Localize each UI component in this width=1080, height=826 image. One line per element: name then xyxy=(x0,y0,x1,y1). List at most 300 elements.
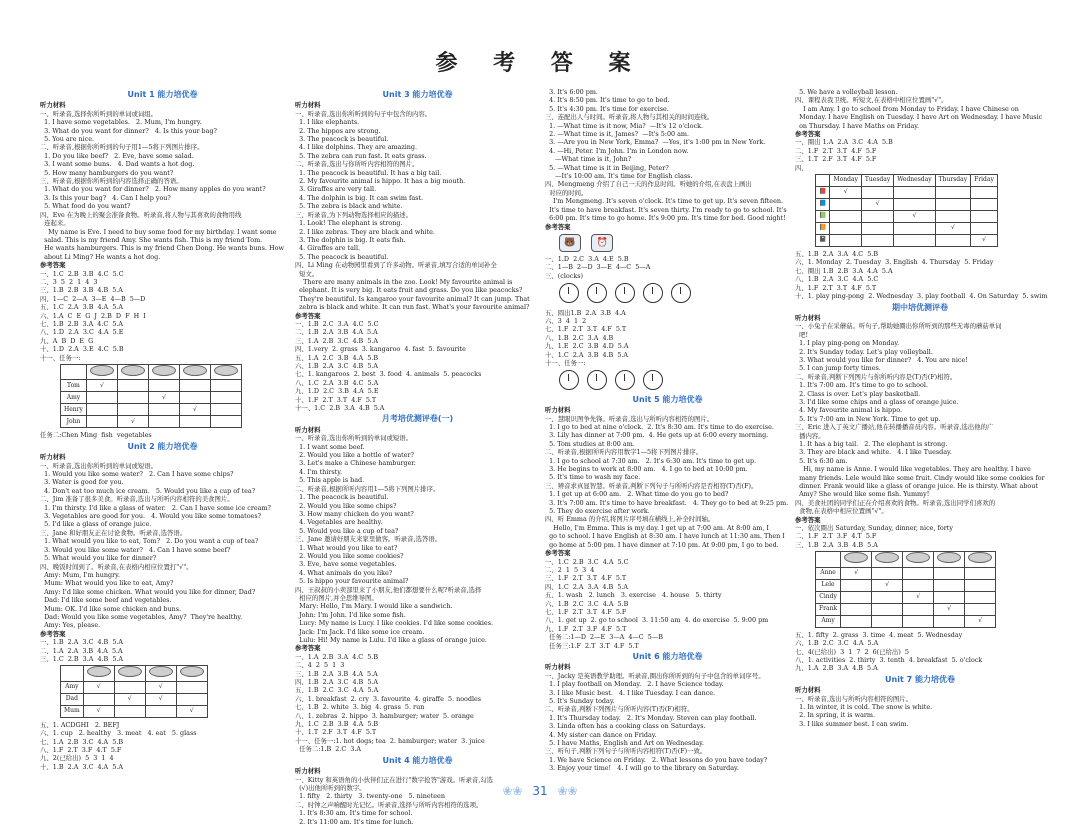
text-line: 2. Would you like a bottle of water? xyxy=(295,451,414,460)
text-line: 六、1. cup 2. healthy 3. meat 4. eat 5. glass xyxy=(40,729,197,738)
text-line: 二、1.B 2.A 3.B 4.A 5.A xyxy=(295,328,378,337)
text-line: 2. The hippos are strong. xyxy=(295,126,381,135)
text-line: 五、1. ACDGHI 2. BEFJ xyxy=(40,720,120,729)
text-line: 四、 xyxy=(795,163,808,172)
text-line: 三、1.A 2.B 3.C 4.B 5.A xyxy=(295,336,379,345)
text-line: about Li Ming? He wants a hot dog. xyxy=(40,252,161,261)
clock-answer-row-2 xyxy=(559,370,790,392)
text-line: salad. This is my friend Amy. She wants fish. This is my friend Tom. xyxy=(40,235,263,244)
text-line: 4. —Hi, Peter. I'm John. I'm in London now. xyxy=(545,146,689,155)
book-icon: 📓 xyxy=(819,236,827,244)
text-line: 3. Lily has dinner at 7:00 pm. 4. He gets up at 6:00 every morning. xyxy=(545,431,769,440)
food-hamburger-icon xyxy=(152,365,176,376)
text-line: zebra is black and white. It can run fast. What's your favourite animal? xyxy=(295,303,530,312)
clock-icon xyxy=(671,283,691,303)
col1-dinner-table: Amy √ √ Dad √ √ Mum √ √ xyxy=(60,665,208,717)
text-line: 3. Enjoy your time! 4. I will go to the library on Saturday. xyxy=(545,764,739,773)
text-line: 六、1.B 2.C 3.C 4.A 5.B xyxy=(545,599,629,608)
col3-text-block-2 xyxy=(545,406,790,650)
book-icon: 📙 xyxy=(819,224,827,232)
text-line: 五、1.A 2.C 3.B 4.A 5.B xyxy=(295,353,379,362)
table-row-label: Dad xyxy=(61,693,84,705)
text-line: go home at 5:00 pm. I have dinner at 7:10 pm. At 9:00 pm, I go to bed. xyxy=(545,540,779,549)
text-line: 十、1. play ping-pong 2. Wednesday 3. play football 4. On Saturday 5. swim xyxy=(795,292,1048,301)
text-line: 八、1.B 2.C 3.A 4.B xyxy=(545,333,614,342)
text-line: 一、听录音,选出你所听到的单词或短语。 xyxy=(295,434,413,443)
text-line: go to school. I have English at 8:30 am. I have lunch at 11:30 am. Then I xyxy=(545,532,785,541)
text-line: 一、1.A 2.B 3.A 4.C 5.B xyxy=(295,652,379,661)
table-row-label: Amy xyxy=(816,615,841,627)
page-footer xyxy=(0,784,1080,801)
text-line: Dad: Would you like some vegetables, Amy? They're healthy. xyxy=(40,612,243,621)
clock-icon xyxy=(587,283,607,303)
text-line: 七、圈出 1.B 2.B 3.A 4.A 5.A xyxy=(795,266,893,275)
text-line: 3. What do you want for dinner? 4. Is this your bag? xyxy=(40,126,217,135)
book-icon: 📗 xyxy=(819,212,827,220)
text-line: My name is Eve. I need to buy some food for my birthday. I want some xyxy=(40,227,277,236)
text-line: 短文。 xyxy=(295,269,319,278)
text-line: 一、1.D 2.C 3.A 4.E 5.B xyxy=(545,254,629,263)
clock-icon xyxy=(643,370,663,390)
text-line: 参考答案 xyxy=(545,549,571,558)
clock-answer-row xyxy=(559,283,790,305)
col1-text-block-3 xyxy=(40,721,285,771)
unit4-title: Unit 4 能力培优卷 xyxy=(382,755,453,765)
unit3-title: Unit 3 能力培优卷 xyxy=(382,90,453,99)
text-line: 九、1.A 2.B 3.A 4.B 5.A xyxy=(795,664,878,673)
unit7-title: Unit 7 能力培优卷 xyxy=(885,674,955,684)
text-line: 二、听录音,根据所听内容用数字1—5将下列图片排序。 xyxy=(545,448,703,457)
table-row-label: Frank xyxy=(816,603,841,615)
text-line: 二、1.F 2.T 3.F 4.T 5.F xyxy=(795,532,877,541)
text-line: 听力材料 xyxy=(295,101,321,110)
text-line: 吧! xyxy=(795,330,809,339)
col4-text-block-3 xyxy=(795,631,1045,673)
text-line: Lulu: Hi! My name is Lulu. I'd like a glass of orange juice. xyxy=(295,636,487,644)
text-line: 2. In spring, it is warm. xyxy=(795,711,876,720)
col4-text-block-b xyxy=(795,250,1048,301)
text-line: I'm Mengmeng. It's seven o'clock. It's time to get up. It's seven fifteen. xyxy=(545,197,783,206)
food-fruit-icon xyxy=(875,552,899,563)
text-line: 3. I want some buns. 4. Dad wants a hot dog. xyxy=(40,160,195,169)
text-line: 1. What would you like to eat? xyxy=(295,543,398,552)
table-row-label: Amy xyxy=(61,681,84,693)
text-line: 1. —What time is it now, Mia? —It's 12 o'clock. xyxy=(545,121,704,130)
table-row-label: Cindy xyxy=(816,591,841,603)
text-line: 十、1.F 2.T 3.T 4.F 5.T xyxy=(295,395,377,404)
page-title: 参 考 答 案 xyxy=(435,51,645,76)
text-line: 3. —Are you in New York, Emma? —Yes, it's 1:00 pm in New York. xyxy=(545,138,766,147)
text-line: 四、Mengmeng 介绍了自己一天的作息时间。听她的介绍,在表盘上画出 xyxy=(545,180,752,189)
bear-icon: 🐻 xyxy=(559,234,581,252)
footer-decoration-icon: ❀❀ xyxy=(557,784,578,798)
col1-task-text xyxy=(40,431,285,439)
food-cookies-icon xyxy=(906,552,930,563)
text-line: 3. They are black and white. 4. I like Tuesday. xyxy=(795,448,952,457)
text-line: 1. What do you want for dinner? 2. How many apples do you want? xyxy=(40,185,266,194)
clock-icon xyxy=(587,370,607,390)
text-line: 1. Do you like beef? 2. Eve, have some salad. xyxy=(40,151,194,160)
text-line: 八、1.B 2.A 3.C 4.A 5.C xyxy=(795,275,879,284)
text-line: 5. It's 7:00 am in New York. Time to get up. xyxy=(795,414,941,423)
text-line: 六、1. Monday 2. Tuesday 3. English 4. Thursday 5. Friday xyxy=(795,258,994,267)
text-line: 二、听录音,根据所听内容用1—5将下列图片排序。 xyxy=(295,484,440,493)
text-line: 四、1.C 2.A 3.A 4.B 5.A xyxy=(545,582,628,591)
text-line: 二、2 1 5 3 4 xyxy=(545,565,595,574)
col4-text-block-4 xyxy=(795,686,1045,728)
text-line: 3. Eve, have some vegetables. xyxy=(295,560,397,569)
text-line: 1. In winter, it is cold. The snow is white. xyxy=(795,702,933,711)
text-line: 5. What would you like for dinner? xyxy=(40,554,157,563)
column-3 xyxy=(545,88,790,778)
text-line: 1. I have some vegetables. 2. Mum, I'm hungry. xyxy=(40,118,202,127)
text-line: 九、1.E 2.C 3.B 4.D 5.A xyxy=(545,342,629,351)
text-line: 听力材料 xyxy=(295,425,321,434)
text-line: 八、1.C 2.A 3.B 4.C 5.A xyxy=(295,378,379,387)
col3-text-block-3 xyxy=(545,663,790,772)
text-line: 四、1—C 2—A 3—E 4—B 5—D xyxy=(40,294,146,303)
text-line: 5. Would you like a cup of tea? xyxy=(295,526,399,535)
text-line: many friends. Lele would like some fruit. Cindy would like some cookies for xyxy=(795,473,1045,482)
text-line: 2. Would you like some cookies? xyxy=(295,551,404,560)
text-line: 3. I like summer best. I can swim. xyxy=(795,719,909,728)
text-line: 三、Jane 邀请好朋友来家里做客。听录音,选答语。 xyxy=(295,535,442,544)
text-line: 三、Jane 和好朋友正在讨论食物。听录音,选答语。 xyxy=(40,528,187,537)
text-line: 5. What food do you want? xyxy=(40,202,131,211)
text-line: 听力材料 xyxy=(295,767,321,776)
text-line: 听力材料 xyxy=(545,406,571,415)
text-line: 5. The zebra can run fast. It eats grass. xyxy=(295,151,427,160)
text-line: 2. It's Sunday today. Let's play volleyball. xyxy=(795,347,933,356)
text-line: 三、1.C 2.B 3.A 4.B 5.A xyxy=(40,654,124,663)
text-line: Amy: Yes, please. xyxy=(40,621,101,630)
text-line: 1. The peacock is beautiful. It has a big tail. xyxy=(295,168,442,177)
text-line: 七、4(已给出) 3 1 7 2 6(已给出) 5 xyxy=(795,647,909,656)
text-line: 七、1.B 2.B 3.A 4.C 5.A xyxy=(40,319,124,328)
text-line: —What time is it, John? xyxy=(545,155,632,164)
text-line: 六、1. breakfast 2. cry 3. favourite 4. giraffe 5. noodles xyxy=(295,694,482,703)
text-line: 4. What animals do you like? xyxy=(295,568,393,577)
text-line: 2. —What time is it, James? —It's 5:00 am. xyxy=(545,130,690,139)
text-line: 1. fifty 2. thirty 3. twenty-one 5. nineteen xyxy=(295,792,445,801)
text-line: 5. I'd like a glass of orange juice. xyxy=(40,520,152,529)
text-line: 对应的时间。 xyxy=(545,188,588,197)
text-line: 一、听录音,选择你所听到的单词或词组。 xyxy=(40,109,158,118)
text-line: 4. I'm thirsty. xyxy=(295,467,342,476)
text-line: 参考答案 xyxy=(295,644,321,653)
text-line: 四、听 Emma 的介绍,将图片序号填在横线上,补全时间轴。 xyxy=(545,515,715,524)
text-line: 听力材料 xyxy=(795,686,821,695)
food-vegetables-icon xyxy=(149,666,173,677)
text-line: 二、时钟之声响醒时光记忆。听录音,选择与所听内容相符的选项。 xyxy=(295,800,483,809)
food-bun-icon xyxy=(183,365,207,376)
text-line: Hello, I'm Emma. This is my day. I get up at 7:00 am. At 8:00 am, I xyxy=(545,523,769,532)
food-hotdog-icon xyxy=(214,365,238,376)
text-line: There are many animals in the zoo. Look! My favourite animal is xyxy=(295,277,513,286)
text-line: 二、1.F 2.T 3.T 4.F 5.F xyxy=(795,146,877,155)
text-line: 5. It's time to wash my face. xyxy=(545,473,641,482)
unit6-title: Unit 6 能力培优卷 xyxy=(632,651,703,661)
text-line: 二、Jim 准备了很多美食。听录音,选出与所听内容相符的美食图片。 xyxy=(40,495,234,504)
text-line: 1. I play ping-pong on Monday. xyxy=(795,339,900,348)
text-line: It's time to have breakfast. It's seven thirty. I'm ready to go to school. It's xyxy=(545,205,787,214)
unit5-title: Unit 5 能力培优卷 xyxy=(632,394,703,404)
text-line: 听力材料 xyxy=(40,453,66,462)
text-line: 1. Look! The elephant is strong. xyxy=(295,219,403,228)
table-row-label: Henry xyxy=(61,404,87,416)
text-line: 九、1.D 2.C 3.B 4.A 5.E xyxy=(295,387,379,396)
text-line: 4. The dolphin is big. It can swim fast. xyxy=(295,193,424,202)
clock-icon xyxy=(615,283,635,303)
text-line: 九、1.F 2.T 3.F 4.F 5.T xyxy=(545,624,627,633)
food-chicken-icon xyxy=(87,666,111,677)
text-line: Amy: Mum, I'm hungry. xyxy=(40,570,120,579)
text-line: 十、1.B 2.A 3.C 4.A 5.A xyxy=(40,762,123,771)
text-line: 三、听录音,为下列动物选择相应的描述。 xyxy=(295,210,413,219)
text-line: 听力材料 xyxy=(40,101,66,110)
col2-text-block xyxy=(295,101,540,412)
text-line: They're beautiful. Is kangaroo your favourite animal? It can jump. That xyxy=(295,294,530,303)
text-line: 三、辨音求真显智慧。听录音,判断下列句子与所听内容是否相符(T)否(F)。 xyxy=(545,481,758,490)
text-line: 三、1.B 2.B 3.B 4.B 5.A xyxy=(40,286,123,295)
text-line: 十一、任务一: xyxy=(40,353,81,362)
text-line: John: I'm John. I'd like some fish. xyxy=(295,610,406,619)
text-line: 八、1. activities 2. thirty 3. tenth 4. breakfast 5. o'clock xyxy=(795,655,983,664)
col3-text-block-c xyxy=(545,309,790,368)
text-line: 九、1.C 2.B 3.B 4.A 5.B xyxy=(295,720,379,729)
timetable-header: Friday xyxy=(971,175,998,187)
text-line: 食物,在表格中相应位置画"√"。 xyxy=(795,507,888,516)
text-line: 5. It's Sunday today. xyxy=(545,697,615,705)
text-line: 听力材料 xyxy=(545,663,571,672)
text-line: 十一、任务一:1. hot dogs; tea 2. hamburger; water 3. juice xyxy=(295,736,485,745)
text-line: Hi, my name is Anne. I would like vegetables. They are healthy. I have xyxy=(795,465,1031,474)
text-line: dinner. Frank would like a glass of orange juice. He is thirsty. What about xyxy=(795,482,1038,491)
text-line: 五、1.B 2.C 3.C 4.A 5.A xyxy=(295,686,379,695)
text-line: He wants hamburgers. This is my friend Chen Dong. He wants buns. How xyxy=(40,244,284,253)
timetable-header: Monday xyxy=(830,175,861,187)
text-line: 十一、任务一: xyxy=(545,358,586,367)
table-row-label: Amy xyxy=(61,392,87,404)
text-line: 三、1.B 2.A 3.B 4.A 5.A xyxy=(295,669,378,678)
text-line: 二、听录音,判断下列图片与你所听内容是(T)否(F)相符。 xyxy=(795,372,957,381)
text-line: 九、1.F 2.T 3.T 4.F 5.T xyxy=(795,283,877,292)
food-buns-icon xyxy=(180,666,204,677)
text-line: 十一、1.C 2.B 3.A 4.B 5.A xyxy=(295,404,385,413)
book-icon: 📘 xyxy=(819,200,827,208)
text-line: 一、1.C 2.B 3.B 4.C 5.C xyxy=(40,269,124,278)
text-line: 3. What would you like for dinner? 4. You are nice! xyxy=(795,355,968,364)
text-line: —It's 10:00 am. It's time for English class. xyxy=(545,172,693,181)
text-line: 1. I go to school at 7:30 am. 2. It's 6:30 am. It's time to get up. xyxy=(545,456,757,465)
text-line: 5. Tom studies at 8:00 am. xyxy=(545,439,635,448)
text-line: 四、王叔叔的小卖部里来了小朋友,他们都想要什么呢?听录音,选择 xyxy=(295,585,482,594)
text-line: 一、1.B 2.C 3.A 4.C 5.C xyxy=(295,319,379,328)
clock-icon xyxy=(643,283,663,303)
text-line: 3. It's 6:00 pm. xyxy=(545,88,598,96)
text-line: 三、1.B 2.A 3.B 4.B 5.A xyxy=(795,540,878,549)
text-line: 七、1.B 2. white 3. big 4. grass 5. run xyxy=(295,703,425,712)
text-line: 二、听录音,根据你所听到的句子用1—5将下列图片排序。 xyxy=(40,143,204,152)
text-line: Amy? She would like some fish. Yummy! xyxy=(795,490,930,499)
column-1 xyxy=(40,88,285,778)
text-line: 一、听录音,选出你所听到的单词或短语。 xyxy=(40,461,158,470)
food-fish-icon xyxy=(121,365,145,376)
text-line: Mum: OK. I'd like some chicken and buns. xyxy=(40,604,182,613)
text-line: 一、依次圈出 Saturday, Sunday, dinner, nice, forty xyxy=(795,524,953,533)
text-line: 五、1.C 2.A 3.B 4.A 5.A xyxy=(40,303,123,312)
col4-text-block-2 xyxy=(795,314,1045,549)
text-line: 5. How many hamburgers do you want? xyxy=(40,168,174,177)
text-line: 1. It's Thursday today. 2. It's Monday. Steven can play football. xyxy=(545,713,757,722)
text-line: 五、圆出1.B 2.A 3.B 4.A xyxy=(545,308,626,317)
text-line: Dad: I'd like some beef and vegetables. xyxy=(40,596,172,605)
timetable-header: Wednesday xyxy=(894,175,935,187)
text-line: 1. I play football on Monday. 2. I have Science today. xyxy=(545,680,724,689)
text-line: 七、1. kangaroos 2. best 3. food 4. animals 5. peacocks xyxy=(295,370,482,379)
text-line: 六、1.A C E G J 2.B D F H I xyxy=(40,311,146,320)
text-line: 1. We have Science on Friday. 2. What lessons do you have today? xyxy=(545,755,768,764)
text-line: 4. Giraffes are tall. xyxy=(295,244,361,253)
text-line: 参考答案 xyxy=(795,130,821,139)
page-number: 31 xyxy=(532,784,548,798)
text-line: 一、听录音,选出你所听到的句子中包含的内容。 xyxy=(295,109,432,118)
timetable-header xyxy=(816,175,830,187)
text-line: 四、晚饭时间到了。听录音,在表格内相应位置打"√"。 xyxy=(40,562,193,571)
text-line: 5. They do exercise after work. xyxy=(545,507,650,516)
col4-text-block xyxy=(795,88,1045,172)
text-line: 二、1—B 2—D 3—E 4—C 5—A xyxy=(545,263,651,272)
text-line: 参考答案 xyxy=(40,629,66,638)
text-line: 1. I go to bed at nine o'clock. 2. It's 8:30 am. It's time to do exercise. xyxy=(545,423,774,431)
text-line: 八、1. get up 2. go to school 3. 11:50 am 4. do exercise 5. 9:00 pm xyxy=(545,616,769,625)
table-row-label: Tom xyxy=(61,380,87,392)
table-row-label: Anne xyxy=(816,567,841,579)
column-4 xyxy=(795,88,1048,778)
col1-text-block xyxy=(40,101,285,362)
unit1-title: Unit 1 能力培优卷 xyxy=(127,90,198,99)
text-line: 三、听句子,判断下列句子与所听内容相符(T)否(F)一致。 xyxy=(545,747,707,756)
book-icon: 📕 xyxy=(819,188,827,196)
text-line: 任务二:1.B 2.C 3.A xyxy=(295,745,362,754)
text-line: 1. I want some beef. xyxy=(295,442,365,451)
text-line: 九、A B D E G xyxy=(40,336,94,345)
timetable-header: Tuesday xyxy=(861,175,893,187)
text-line: 四、1.B 2.A 3.C 4.B 5.A xyxy=(295,678,379,687)
text-line: 四、Eve 在为晚上的聚会准备食物。听录音,将人物与其喜欢的食物用线 xyxy=(40,210,242,219)
text-line: 三、Eric 进入了英文广播站,他在转播播音员内容。听录音,选出他的广 xyxy=(795,423,994,432)
text-line: 2. Would you like some chips? xyxy=(295,501,397,510)
text-line: 6:00 pm. It's time to go home. It's 9:00 pm. It's time for bed. Good night! xyxy=(545,214,786,223)
text-line: 一、小兔子在采蘑菇。听句子,帮助她圈出你所听到的那些无毒的蘑菇单词 xyxy=(795,322,1002,331)
text-line: 十、1.T 2.F 3.T 4.F 5.T xyxy=(295,728,377,737)
text-line: 2. It's 11:00 am. It's time for lunch. xyxy=(295,817,414,826)
clock-icon xyxy=(559,283,579,303)
text-line: 3. Giraffes are very tall. xyxy=(295,185,377,194)
text-line: 3. I like Music best. 4. I like Tuesday. I can dance. xyxy=(545,688,716,697)
text-line: 一、圈出 1.A 2.A 3.C 4.A 5.B xyxy=(795,138,893,147)
text-line: 五、1.B 2.A 3.A 4.C 5.B xyxy=(795,250,879,259)
text-line: 一、听录音,选出与所听内容相符的图片。 xyxy=(795,694,913,703)
text-line: 任务三:1.F 2.T 3.T 4.F 5.T xyxy=(545,641,639,650)
text-line: 参考答案 xyxy=(40,261,66,270)
text-line: 听力材料 xyxy=(795,313,821,322)
text-line: 3. Water is good for you. xyxy=(40,478,124,487)
col2-text-block-2 xyxy=(295,426,540,754)
text-line: 参考答案 xyxy=(795,515,821,524)
food-vegetables-icon xyxy=(844,552,868,563)
text-line: elephant. It is very big. It eats fruit and grass. Do you like peacocks? xyxy=(295,286,523,295)
text-line: Monday. I have English on Tuesday. I have Art on Wednesday. I have Music xyxy=(795,113,1043,122)
col4-food-table: Anne √ Lele √ Cindy √ Frank √ Amy √ xyxy=(815,551,996,627)
text-line: 三、(clocks) xyxy=(545,271,583,280)
text-line: 5. We have a volleyball lesson. xyxy=(795,88,898,96)
text-line: 一、Kitty 和英语角的小伙伴们正在进行"数字抢答"游戏。听录音,勾选 xyxy=(295,775,494,784)
text-line: 1. It's 8:30 am. It's time for school. xyxy=(295,809,413,818)
text-line: 参考答案 xyxy=(545,222,571,231)
text-line: 一、1.C 2.B 3.C 4.A 5.C xyxy=(545,557,629,566)
text-line: 1. The peacock is beautiful. xyxy=(295,493,389,502)
text-line: 1. I'm thirsty. I'd like a glass of water. 2. Can I have some ice cream? xyxy=(40,503,271,512)
text-line: 1. What would you like to eat, Tom? 2. Do you want a cup of tea? xyxy=(40,537,259,546)
text-line: I am Amy. I go to school from Monday to Friday. I have Chinese on xyxy=(795,104,1019,113)
text-line: 八、1. zebras 2. hippo 3. hamburger; water 5. orange xyxy=(295,711,474,720)
text-line: Jack: I'm Jack. I'd like some ice cream. xyxy=(295,627,425,636)
col3-text-block-b xyxy=(545,255,790,280)
text-line: 4. It's 8:50 pm. It's time to go to bed. xyxy=(545,96,670,105)
text-line: 参考答案 xyxy=(295,311,321,320)
text-line: 3. The dolphin is big. It eats fish. xyxy=(295,235,406,244)
food-beef-icon xyxy=(118,666,142,677)
text-line: 任务二:1—D 2—E 3—A 4—C 5—B xyxy=(545,633,663,642)
text-line: 八、1.D 2.A 3.C 4.A 5.E xyxy=(40,328,124,337)
midterm-title: 期中培优测评卷 xyxy=(892,302,948,312)
text-line: 5. It's 6:30 am. xyxy=(795,456,848,465)
text-line: 4. Don't eat too much ice cream. 5. Would you like a cup of tea? xyxy=(40,486,256,495)
text-line: 相应的图片,并全思维导图。 xyxy=(295,593,378,602)
text-line: 一、1.B 2.A 3.C 4.B 5.A xyxy=(40,638,124,647)
text-line: 四、课程表我卫统。听短文,在表格中相应位置画"√"。 xyxy=(795,96,948,105)
text-line: 5. The zebra is black and white. xyxy=(295,202,403,211)
text-line: 2. Class is over. Let's play basketball. xyxy=(795,389,921,398)
text-line: 六、1.B 2.C 3.C 4.A 5.A xyxy=(795,639,879,648)
text-line: 四、美食社团的同学们正在介绍喜欢的食物。听录音,选出同学们喜欢的 xyxy=(795,498,996,507)
text-line: Mary: Hello, I'm Mary. I would like a sandwich. xyxy=(295,602,453,611)
table-row-label: Lele xyxy=(816,579,841,591)
unit2-title: Unit 2 能力培优卷 xyxy=(127,441,198,451)
col1-text-block-2 xyxy=(40,453,285,663)
text-line: 5. You are nice. xyxy=(40,135,95,144)
text-line: 十、1.D 2.A 3.E 4.C 5.B xyxy=(40,345,124,354)
text-line: 播内容。 xyxy=(795,431,825,440)
col1-food-table: Tom √ Amy √ Henry √ John √ xyxy=(60,364,242,428)
text-line: 二、听录音,判断下列图片与所听内容(T)否(F)相符。 xyxy=(545,705,694,714)
text-line: 五、1. wash 2. lunch 3. exercise 4. house 5. thirty xyxy=(545,591,722,600)
food-salad-icon xyxy=(90,365,114,376)
text-line: 4. Vegetables are healthy. xyxy=(295,518,383,527)
text-line: 四、1.very 2. grass 3. kangaroo 4. fast 5. favourite xyxy=(295,345,466,354)
text-line: 1. Would you like some water? 2. Can I have some chips? xyxy=(40,470,234,479)
text-line: 3. How many chicken do you want? xyxy=(295,509,414,518)
text-line: 九、2(已给出) 5 3 1 4 xyxy=(40,754,114,763)
text-line: 任务二:Chen Ming fish vegetables xyxy=(40,431,152,440)
text-line: 三、1.F 2.T 3.T 4.F 5.T xyxy=(545,574,627,583)
text-line: 3. Let's make a Chinese hamburger. xyxy=(295,459,416,468)
text-line: 五、1. fifty 2. grass 3. time 4. meat 5. Wednesday xyxy=(795,630,963,639)
food-juice-icon xyxy=(937,552,961,563)
text-line: 六、1.B 2.A 3.C 4.B 5.A xyxy=(295,362,379,370)
text-line: 七、1.F 2.T 3.T 4.F 5.T xyxy=(545,325,627,334)
